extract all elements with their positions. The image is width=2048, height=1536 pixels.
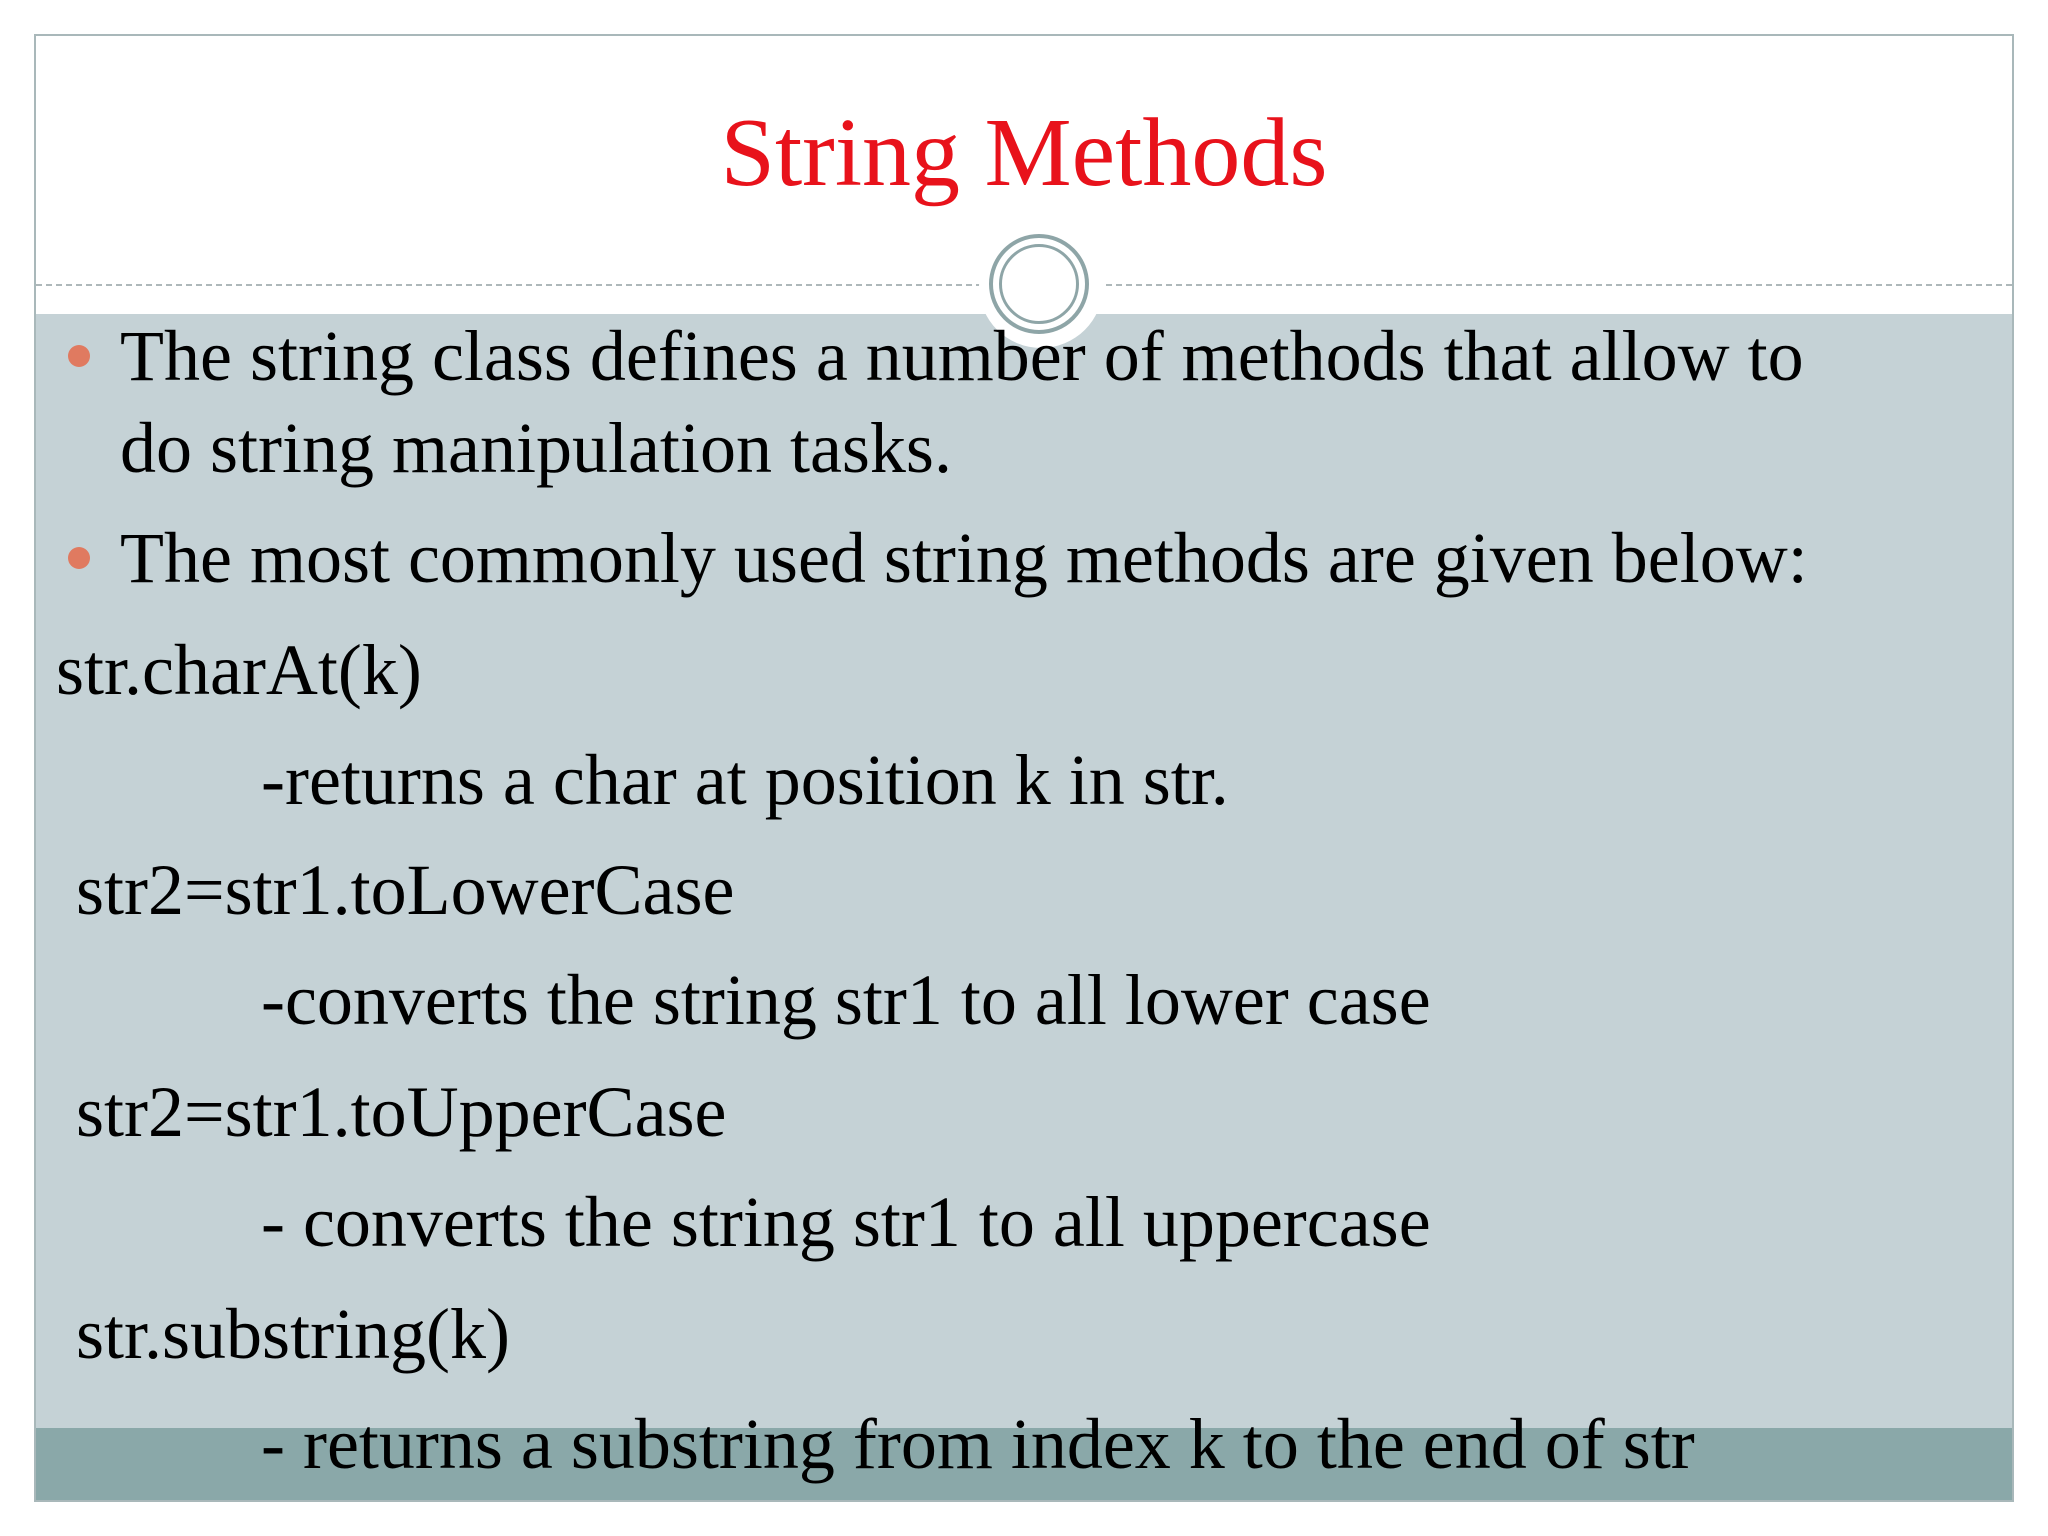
method-description: - converts the string str1 to all uppercase [261, 1182, 1431, 1262]
bullet-icon [68, 345, 90, 367]
method-signature: str.substring(k) [76, 1294, 511, 1374]
method-signature: str.charAt(k) [56, 630, 422, 710]
bullet-1-line-1: The string class defines a number of methods that allow to [120, 316, 1804, 396]
method-signature: str2=str1.toUpperCase [76, 1072, 727, 1152]
bullet-1-line-2: do string manipulation tasks. [120, 408, 952, 488]
bullet-2-line-1: The most commonly used string methods are given below: [120, 518, 1808, 598]
method-description: -converts the string str1 to all lower case [261, 960, 1431, 1040]
slide-title: String Methods [720, 99, 1328, 207]
slide [34, 34, 2014, 1502]
method-description: -returns a char at position k in str. [261, 740, 1229, 820]
method-signature: str2=str1.toLowerCase [76, 850, 735, 930]
bullet-icon [68, 547, 90, 569]
method-description: - returns a substring from index k to the end of str [261, 1404, 1695, 1484]
